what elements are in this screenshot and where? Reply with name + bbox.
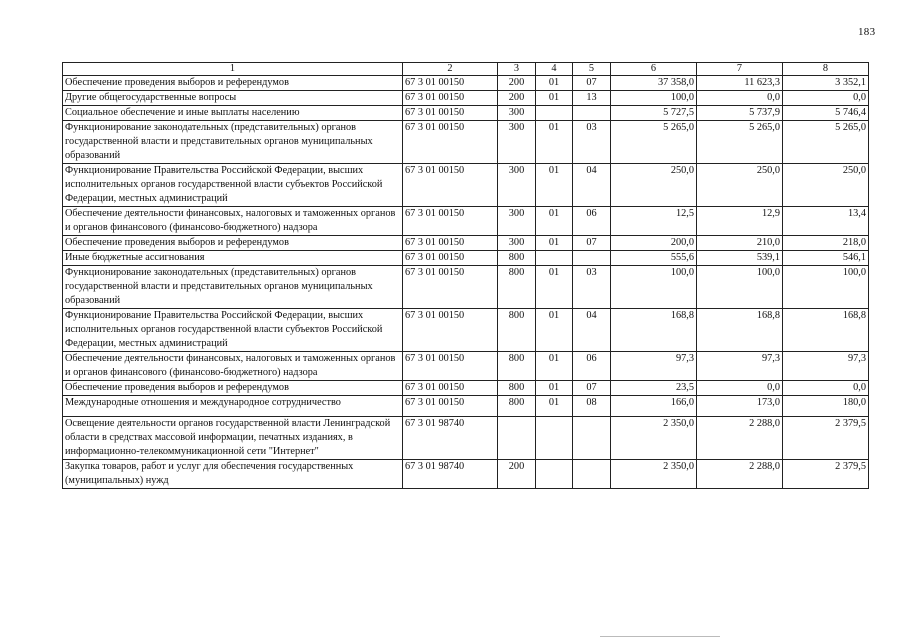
row-section: 01 [536, 396, 573, 417]
column-header: 5 [573, 63, 611, 76]
row-amount-col8: 13,4 [783, 207, 869, 236]
row-subsection: 08 [573, 396, 611, 417]
budget-table [62, 62, 869, 489]
row-name: Обеспечение проведения выборов и референдумов [63, 236, 403, 251]
column-header: 8 [783, 63, 869, 76]
row-subsection [573, 460, 611, 489]
row-target-article: 67 3 01 00150 [403, 396, 498, 417]
row-target-article: 67 3 01 00150 [403, 106, 498, 121]
table-row [63, 121, 869, 164]
row-name: Социальное обеспечение и иные выплаты населению [63, 106, 403, 121]
row-expense-type: 300 [498, 121, 536, 164]
row-expense-type: 800 [498, 396, 536, 417]
table-row [63, 236, 869, 251]
column-header: 7 [697, 63, 783, 76]
row-target-article: 67 3 01 00150 [403, 309, 498, 352]
row-section: 01 [536, 352, 573, 381]
row-amount-col7: 539,1 [697, 251, 783, 266]
row-amount-col7: 0,0 [697, 381, 783, 396]
row-name: Обеспечение проведения выборов и референдумов [63, 381, 403, 396]
row-amount-col8: 0,0 [783, 91, 869, 106]
row-amount-col6: 2 350,0 [611, 460, 697, 489]
row-section: 01 [536, 207, 573, 236]
row-expense-type: 300 [498, 207, 536, 236]
row-amount-col6: 168,8 [611, 309, 697, 352]
row-subsection: 03 [573, 266, 611, 309]
row-section [536, 251, 573, 266]
row-subsection: 06 [573, 207, 611, 236]
row-name: Функционирование Правительства Российской Федерации, высших исполнительных органов государственной власти субъектов Российской Федерации, местных администраций [63, 164, 403, 207]
row-subsection [573, 417, 611, 460]
row-expense-type: 200 [498, 460, 536, 489]
row-subsection: 07 [573, 236, 611, 251]
row-section: 01 [536, 266, 573, 309]
row-amount-col7: 0,0 [697, 91, 783, 106]
table-row [63, 352, 869, 381]
column-header: 1 [63, 63, 403, 76]
column-header: 4 [536, 63, 573, 76]
row-amount-col7: 2 288,0 [697, 417, 783, 460]
row-amount-col6: 200,0 [611, 236, 697, 251]
row-subsection: 07 [573, 381, 611, 396]
row-target-article: 67 3 01 00150 [403, 381, 498, 396]
table-header-row [63, 63, 869, 76]
row-expense-type: 800 [498, 352, 536, 381]
row-name: Освещение деятельности органов государственной власти Ленинградской области в средствах массовой информации, печатных изданиях, в информационно-телекоммуникационной сети "Интернет" [63, 417, 403, 460]
row-target-article: 67 3 01 00150 [403, 76, 498, 91]
table-row [63, 251, 869, 266]
row-target-article: 67 3 01 98740 [403, 417, 498, 460]
row-name: Обеспечение деятельности финансовых, налоговых и таможенных органов и органов финансового (финансово-бюджетного) надзора [63, 207, 403, 236]
row-amount-col7: 5 265,0 [697, 121, 783, 164]
row-section: 01 [536, 381, 573, 396]
row-section [536, 106, 573, 121]
row-name: Функционирование законодательных (представительных) органов государственной власти и представительных органов муниципальных образований [63, 266, 403, 309]
row-target-article: 67 3 01 00150 [403, 236, 498, 251]
scan-artifact-line [600, 636, 720, 637]
table-row [63, 266, 869, 309]
row-expense-type: 800 [498, 381, 536, 396]
row-subsection: 06 [573, 352, 611, 381]
row-amount-col7: 11 623,3 [697, 76, 783, 91]
row-amount-col7: 210,0 [697, 236, 783, 251]
table-row [63, 460, 869, 489]
row-target-article: 67 3 01 00150 [403, 352, 498, 381]
table-row [63, 417, 869, 460]
row-section: 01 [536, 236, 573, 251]
row-section: 01 [536, 309, 573, 352]
row-expense-type: 300 [498, 164, 536, 207]
table-row [63, 207, 869, 236]
row-target-article: 67 3 01 00150 [403, 91, 498, 106]
row-section: 01 [536, 164, 573, 207]
row-amount-col6: 555,6 [611, 251, 697, 266]
row-amount-col6: 37 358,0 [611, 76, 697, 91]
row-target-article: 67 3 01 00150 [403, 266, 498, 309]
row-name: Обеспечение проведения выборов и референдумов [63, 76, 403, 91]
row-amount-col6: 2 350,0 [611, 417, 697, 460]
page-number: 183 [858, 26, 876, 38]
row-amount-col7: 12,9 [697, 207, 783, 236]
row-amount-col6: 12,5 [611, 207, 697, 236]
row-expense-type: 800 [498, 251, 536, 266]
row-amount-col8: 218,0 [783, 236, 869, 251]
row-name: Иные бюджетные ассигнования [63, 251, 403, 266]
row-expense-type: 200 [498, 76, 536, 91]
row-name: Функционирование законодательных (представительных) органов государственной власти и представительных органов муниципальных образований [63, 121, 403, 164]
row-section [536, 460, 573, 489]
row-amount-col8: 5 265,0 [783, 121, 869, 164]
column-header: 3 [498, 63, 536, 76]
row-target-article: 67 3 01 98740 [403, 460, 498, 489]
row-amount-col7: 173,0 [697, 396, 783, 417]
row-amount-col8: 546,1 [783, 251, 869, 266]
row-name: Другие общегосударственные вопросы [63, 91, 403, 106]
row-amount-col8: 3 352,1 [783, 76, 869, 91]
table-row [63, 76, 869, 91]
row-subsection: 04 [573, 164, 611, 207]
row-amount-col7: 5 737,9 [697, 106, 783, 121]
row-amount-col7: 100,0 [697, 266, 783, 309]
row-expense-type: 300 [498, 236, 536, 251]
row-amount-col8: 180,0 [783, 396, 869, 417]
table-row [63, 309, 869, 352]
row-expense-type: 800 [498, 309, 536, 352]
table-row [63, 106, 869, 121]
row-name: Закупка товаров, работ и услуг для обеспечения государственных (муниципальных) нужд [63, 460, 403, 489]
row-amount-col8: 0,0 [783, 381, 869, 396]
row-expense-type: 800 [498, 266, 536, 309]
row-amount-col7: 2 288,0 [697, 460, 783, 489]
row-name: Обеспечение деятельности финансовых, налоговых и таможенных органов и органов финансового (финансово-бюджетного) надзора [63, 352, 403, 381]
row-name: Функционирование Правительства Российской Федерации, высших исполнительных органов государственной власти субъектов Российской Федерации, местных администраций [63, 309, 403, 352]
row-amount-col6: 250,0 [611, 164, 697, 207]
row-target-article: 67 3 01 00150 [403, 207, 498, 236]
row-subsection: 13 [573, 91, 611, 106]
row-target-article: 67 3 01 00150 [403, 121, 498, 164]
row-subsection [573, 106, 611, 121]
row-amount-col6: 5 727,5 [611, 106, 697, 121]
row-target-article: 67 3 01 00150 [403, 251, 498, 266]
row-amount-col8: 168,8 [783, 309, 869, 352]
row-amount-col8: 5 746,4 [783, 106, 869, 121]
row-expense-type: 300 [498, 106, 536, 121]
row-section: 01 [536, 76, 573, 91]
row-amount-col6: 23,5 [611, 381, 697, 396]
table-row [63, 381, 869, 396]
row-expense-type: 200 [498, 91, 536, 106]
table-row [63, 91, 869, 106]
row-amount-col8: 2 379,5 [783, 460, 869, 489]
row-amount-col8: 2 379,5 [783, 417, 869, 460]
row-amount-col8: 97,3 [783, 352, 869, 381]
row-subsection [573, 251, 611, 266]
table-row [63, 396, 869, 417]
row-section: 01 [536, 121, 573, 164]
row-section [536, 417, 573, 460]
row-subsection: 07 [573, 76, 611, 91]
row-section: 01 [536, 91, 573, 106]
row-subsection: 04 [573, 309, 611, 352]
row-target-article: 67 3 01 00150 [403, 164, 498, 207]
row-amount-col8: 250,0 [783, 164, 869, 207]
row-amount-col6: 100,0 [611, 266, 697, 309]
row-amount-col6: 100,0 [611, 91, 697, 106]
row-amount-col8: 100,0 [783, 266, 869, 309]
row-subsection: 03 [573, 121, 611, 164]
row-amount-col7: 168,8 [697, 309, 783, 352]
row-name: Международные отношения и международное сотрудничество [63, 396, 403, 417]
row-expense-type [498, 417, 536, 460]
row-amount-col6: 97,3 [611, 352, 697, 381]
column-header: 6 [611, 63, 697, 76]
table-row [63, 164, 869, 207]
row-amount-col6: 5 265,0 [611, 121, 697, 164]
row-amount-col7: 97,3 [697, 352, 783, 381]
row-amount-col7: 250,0 [697, 164, 783, 207]
row-amount-col6: 166,0 [611, 396, 697, 417]
column-header: 2 [403, 63, 498, 76]
